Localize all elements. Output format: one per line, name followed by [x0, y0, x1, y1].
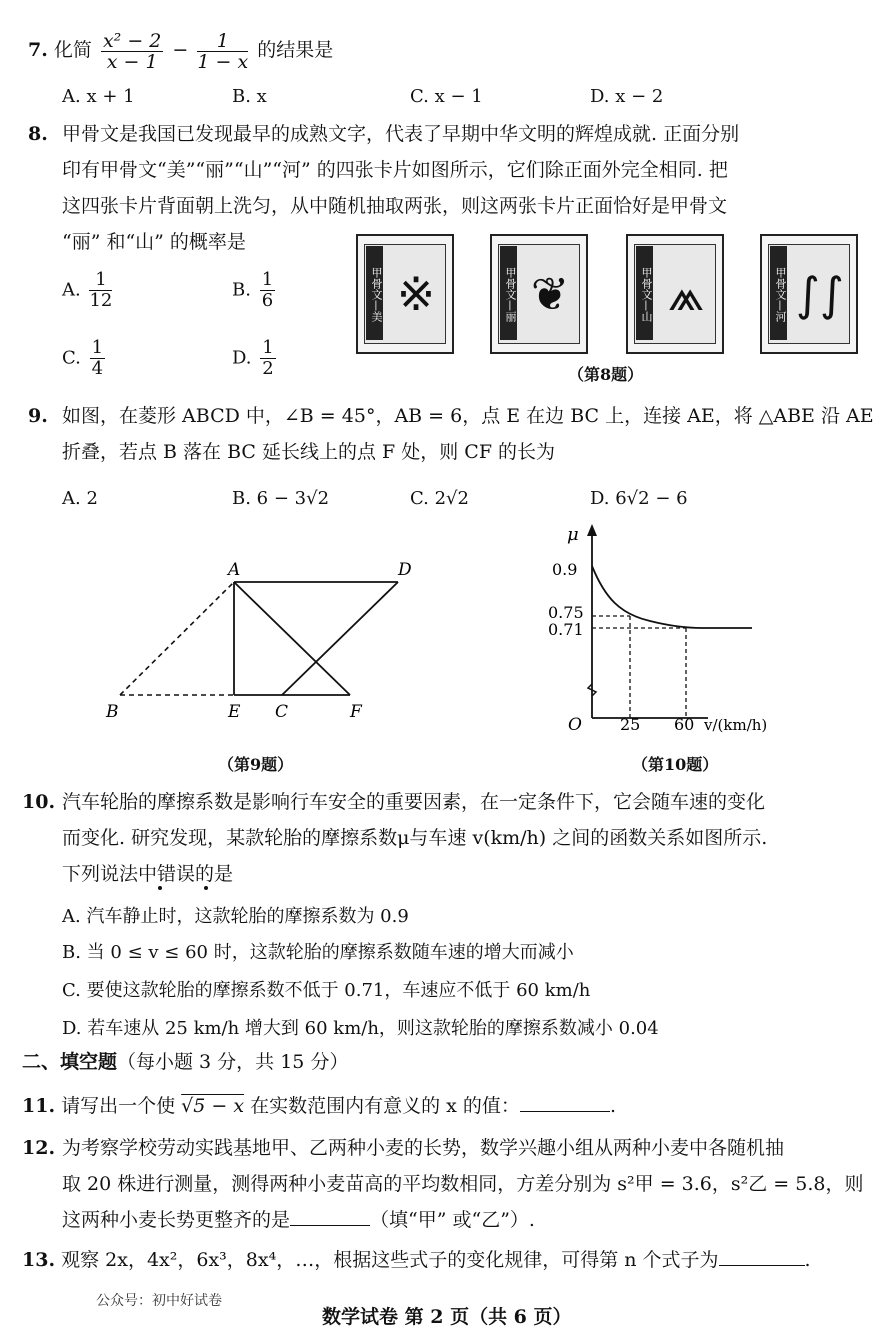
q7-option-c: C. x − 1	[410, 86, 483, 107]
x-axis-label: v/(km/h)	[704, 716, 768, 734]
point-label-b: B	[106, 702, 119, 722]
q8-line-1: 甲骨文是我国已发现最早的成熟文字，代表了早期中华文明的辉煌成就. 正面分别	[62, 123, 740, 145]
q7-frac1-num: x² − 2	[102, 29, 162, 52]
q8-option-c-label: C.	[62, 347, 81, 369]
q8-option-a-label: A.	[62, 279, 81, 301]
q8-option-c-den: 4	[91, 358, 104, 379]
q12-line-1: 为考察学校劳动实践基地甲、乙两种小麦的长势，数学兴趣小组从两种小麦中各随机抽	[62, 1137, 785, 1159]
q9-line-1: 如图，在菱形 ABCD 中，∠B = 45°，AB = 6，点 E 在边 BC 上，连接 AE，将 △ABE 沿 AE	[62, 405, 874, 427]
origin-label: O	[568, 715, 582, 735]
point-label-a: A	[228, 560, 241, 580]
q8-caption: （第8题）	[568, 365, 644, 384]
card-tag: 甲骨文—山	[636, 246, 653, 340]
q8-option-b	[232, 270, 278, 311]
q8-option-b-label: B.	[232, 279, 251, 301]
oracle-card-mei	[356, 234, 454, 354]
section-2-note: （每小题 3 分，共 15 分）	[117, 1051, 349, 1073]
y-tick-09: 0.9	[552, 560, 578, 579]
q11-text-after: 在实数范围内有意义的 x 的值：	[250, 1095, 520, 1117]
q7-option-b: B. x	[232, 86, 267, 107]
oracle-glyph-icon: ❦	[530, 267, 570, 321]
q7-frac2-den: 1 − x	[197, 50, 249, 73]
q11-stem	[22, 1094, 616, 1118]
q10-number: 10.	[22, 791, 56, 813]
q10-option-d: D. 若车速从 25 km/h 增大到 60 km/h，则这款轮胎的摩擦系数减小 0.04	[62, 1018, 659, 1039]
segment-ab-dashed	[120, 582, 234, 695]
q7-option-a: A. x + 1	[62, 86, 135, 107]
q7-minus: −	[172, 39, 189, 61]
y-tick-071: 0.71	[548, 620, 584, 639]
point-label-f: F	[350, 702, 362, 722]
q10-line-1: 汽车轮胎的摩擦系数是影响行车安全的重要因素，在一定条件下，它会随车速的变化	[62, 791, 766, 813]
q12-answer-blank[interactable]	[290, 1225, 370, 1226]
q11-radical: √5 − x	[181, 1095, 245, 1117]
section-2-heading	[22, 1050, 348, 1074]
point-label-d: D	[398, 560, 412, 580]
segment-af	[234, 582, 350, 695]
q7-lead: 化简	[53, 39, 92, 61]
q8-option-c-fraction	[90, 338, 105, 379]
q8-option-c	[62, 338, 108, 379]
q8-option-d-num: 1	[262, 337, 274, 358]
oracle-card-he	[760, 234, 858, 354]
section-2-title: 二、填空题	[22, 1051, 118, 1073]
q13-stem	[22, 1248, 811, 1272]
q8-option-b-den: 6	[261, 290, 274, 311]
oracle-card-li	[490, 234, 588, 354]
q7-fraction-2	[197, 31, 248, 72]
q8-option-a-den: 12	[89, 290, 113, 311]
q12-fill-note: （填“甲” 或“乙”）.	[370, 1209, 535, 1231]
q9-number: 9.	[28, 405, 48, 427]
emphasis-dot	[204, 886, 208, 890]
emphasis-dot	[158, 886, 162, 890]
point-label-e: E	[228, 702, 241, 722]
q10-option-a: A. 汽车静止时，这款轮胎的摩擦系数为 0.9	[62, 906, 409, 927]
card-tag: 甲骨文—河	[770, 246, 787, 340]
q13-text: 观察 2x，4x²，6x³，8x⁴，…，根据这些式子的变化规律，可得第 n 个式子为	[61, 1249, 719, 1271]
q10-caption: （第10题）	[632, 755, 719, 774]
q9-caption: （第9题）	[218, 755, 294, 774]
oracle-card-shan	[626, 234, 724, 354]
q9-line-2: 折叠，若点 B 落在 BC 延长线上的点 F 处，则 CF 的长为	[62, 441, 556, 463]
q10-line-3: 下列说法中错误的是	[62, 863, 234, 885]
q7-frac1-den: x − 1	[106, 50, 158, 73]
card-tag: 甲骨文—丽	[500, 246, 517, 340]
q8-option-c-num: 1	[91, 337, 104, 358]
q7-tail: 的结果是	[257, 39, 334, 61]
q8-line-3: 这四张卡片背面朝上洗匀，从中随机抽取两张，则这两张卡片正面恰好是甲骨文	[62, 195, 728, 217]
q8-option-d	[232, 338, 279, 379]
q13-number: 13.	[22, 1249, 56, 1271]
q10-option-c: C. 要使这款轮胎的摩擦系数不低于 0.71，车速应不低于 60 km/h	[62, 980, 591, 1001]
q11-answer-blank[interactable]	[520, 1111, 610, 1112]
q13-answer-blank[interactable]	[719, 1265, 805, 1266]
watermark-text: 公众号：初中好试卷	[96, 1293, 222, 1309]
q8-option-a-num: 1	[89, 270, 112, 291]
q11-number: 11.	[22, 1095, 56, 1117]
y-axis-label: μ	[567, 524, 579, 545]
q9-rhombus-figure	[100, 555, 412, 730]
q9-option-c: C. 2√2	[410, 488, 469, 509]
q12-line-3: 这两种小麦长势更整齐的是	[62, 1209, 291, 1231]
q7-number: 7.	[28, 39, 48, 61]
q8-option-b-num: 1	[261, 269, 274, 290]
q10-option-b: B. 当 0 ≤ v ≤ 60 时，这款轮胎的摩擦系数随车速的增大而减小	[62, 942, 574, 963]
oracle-glyph-icon: ⩕	[667, 267, 705, 321]
y-axis-arrow-icon	[587, 524, 597, 536]
y-tick-075: 0.75	[548, 603, 584, 622]
q7-option-d: D. x − 2	[590, 86, 664, 107]
q10-line-2: 而变化. 研究发现，某款轮胎的摩擦系数μ与车速 v(km/h) 之间的函数关系如图所示.	[62, 827, 768, 849]
q11-text-before: 请写出一个使	[61, 1095, 176, 1117]
point-label-c: C	[275, 702, 289, 722]
q10-graph	[540, 518, 800, 738]
q9-option-a: A. 2	[62, 488, 98, 509]
q8-option-a-fraction	[89, 270, 112, 311]
page-footer: 数学试卷 第 2 页（共 6 页）	[322, 1306, 572, 1328]
q8-option-d-den: 2	[262, 358, 274, 379]
x-tick-25: 25	[620, 715, 641, 734]
q13-end: .	[804, 1249, 811, 1271]
q11-end: .	[609, 1095, 616, 1117]
oracle-glyph-icon: ∫∫	[796, 267, 844, 321]
q8-line-2: 印有甲骨文“美”“丽”“山”“河” 的四张卡片如图所示，它们除正面外完全相同. 把	[62, 159, 728, 181]
q12-number: 12.	[22, 1137, 56, 1159]
mu-curve	[592, 566, 752, 628]
segment-dc	[282, 582, 398, 695]
q8-line-4: “丽” 和“山” 的概率是	[62, 231, 246, 253]
q8-option-d-label: D.	[232, 347, 252, 369]
q12-line-2: 取 20 株进行测量，测得两种小麦苗高的平均数相同，方差分别为 s²甲 = 3.6，s²乙 = 5.8，则	[62, 1173, 864, 1195]
q9-option-b: B. 6 − 3√2	[232, 488, 330, 509]
x-tick-60: 60	[674, 715, 695, 734]
q8-option-b-fraction	[260, 270, 275, 311]
card-tag: 甲骨文—美	[366, 246, 383, 340]
q7-fraction-1	[101, 31, 163, 72]
q7-frac2-num: 1	[197, 31, 248, 52]
q8-option-a	[62, 270, 115, 311]
q7-stem	[28, 29, 334, 73]
q8-number: 8.	[28, 123, 48, 145]
oracle-glyph-icon: ※	[396, 267, 436, 321]
q8-option-d-fraction	[260, 338, 275, 379]
q12-line-3-wrap	[62, 1208, 535, 1232]
q9-option-d: D. 6√2 − 6	[590, 488, 688, 509]
